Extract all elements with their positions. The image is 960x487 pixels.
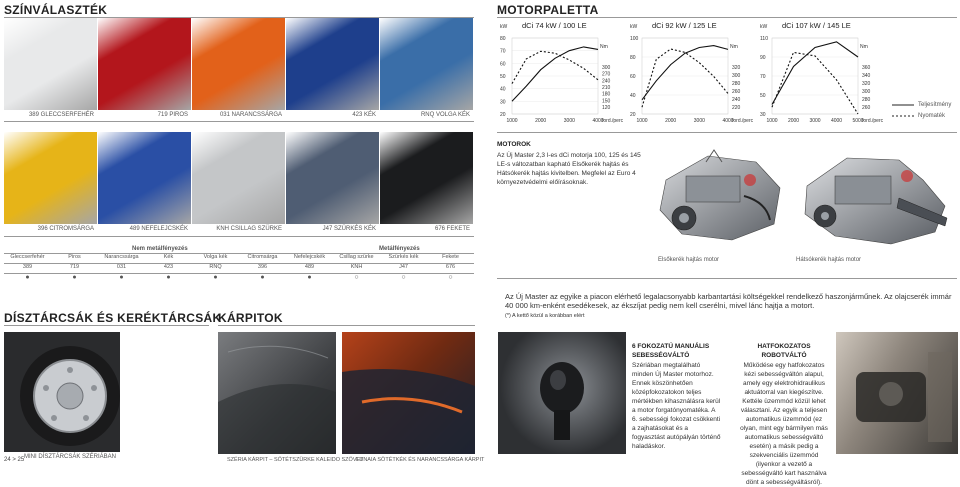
table-mark-cell: ● [25, 274, 30, 281]
legend-power: Teljesítmény [918, 102, 952, 108]
color-swatch-label: 396 CITROMSÁRGA [37, 226, 94, 232]
table-name-cell: Kék [163, 254, 174, 260]
chart-nm-tick: 280 [862, 97, 871, 103]
chart-y-tick: 90 [760, 55, 766, 61]
engines-row-rule [497, 132, 957, 133]
chart-x-unit: ford./perc [602, 118, 624, 124]
chart-nm-tick: 280 [732, 81, 741, 87]
table-mark-cell: ○ [354, 274, 359, 281]
color-swatch [380, 132, 473, 224]
color-swatch-label: KNH CSILLAG SZÜRKE [216, 226, 282, 232]
table-mark-cell: ● [213, 274, 218, 281]
color-swatch-label: RNQ VOLGA KÉK [420, 112, 470, 118]
chart-x-tick: 1000 [636, 118, 648, 124]
table-code-cell: J47 [399, 264, 408, 270]
color-swatch [4, 18, 97, 110]
chart-nm-tick: 320 [862, 81, 871, 87]
chart-nm-tick: 270 [602, 71, 611, 78]
table-code-cell: RNQ [209, 264, 222, 270]
chart-y-tick: 30 [500, 99, 506, 106]
chart-nm-label: Nm [860, 44, 868, 50]
chart-legend [890, 100, 956, 122]
motors-block [497, 140, 647, 187]
colors-row-rule [4, 121, 474, 122]
color-swatch [98, 18, 191, 110]
upholstery-orange-caption: FUNAIA SÖTÉTKÉK ÉS NARANCSSÁRGA KÁRPIT [356, 457, 485, 463]
table-code-cell: 489 [304, 264, 315, 270]
chart-nm-tick: 260 [732, 89, 741, 95]
chart-title: dCi 107 kW / 145 LE [782, 21, 851, 30]
chart-x-tick: 4000 [830, 118, 843, 124]
chart-nm-tick: 320 [732, 65, 741, 71]
chart-y-tick: 20 [500, 112, 506, 118]
upholstery-heading-rule [218, 325, 475, 326]
chart-nm-tick: 360 [862, 65, 871, 71]
chart-x-tick: 1000 [506, 118, 518, 124]
chart-nm-tick: 260 [862, 105, 871, 111]
robot-text: Működése egy hatfokozatos kézi sebességváltón alapul, amely egy elektrohidraulikus aktuátorral van kiegészítve. Kettéle üzemmód közül lehet választani. Az egyik a teljesen automatikus üzemmód (ez olyan, mint egy bármilyen más automatikus sebességváltó esetén) a másik pedig a szekvenciális üzemmód (ilyenkor a vezető a sebességváltó kart használva dönt a sebességváltásról). [740, 362, 828, 486]
table-code-cell: 719 [69, 264, 80, 270]
chart-x-tick: 3000 [693, 118, 705, 124]
chart-nm-tick: 240 [732, 97, 741, 103]
upholstery-orange-image [342, 332, 475, 454]
chart-x-tick: 4000 [722, 118, 734, 124]
table-mark-cell: ○ [401, 274, 406, 281]
engine-chart [628, 20, 756, 132]
chart-kw-label: kW [760, 24, 768, 30]
table-mark-cell: ● [307, 274, 312, 281]
power-curve [642, 46, 728, 100]
colors-heading: SZÍNVÁLASZTÉK [4, 3, 108, 17]
chart-kw-label: kW [500, 24, 508, 30]
service-top-rule [497, 278, 957, 279]
service-note: (*) A kettő közül a korábban elért [505, 313, 585, 319]
hubcaps-heading-rule [4, 325, 209, 326]
robot-gearbox-image [836, 332, 958, 454]
chart-x-tick: 2000 [787, 118, 800, 124]
robot-title: HATFOKOZATOS ROBOTVÁLTÓ [757, 343, 811, 359]
chart-nm-tick: 300 [862, 89, 871, 95]
chart-y-tick: 60 [500, 61, 506, 68]
color-swatch [192, 18, 285, 110]
table-code-cell: 389 [22, 264, 33, 270]
table-name-cell: Szürkés kék [388, 254, 419, 260]
chart-nm-tick: 300 [602, 65, 611, 71]
chart-title: dCi 92 kW / 125 LE [652, 21, 717, 30]
table-name-cell: Fekete [442, 254, 459, 260]
hubcaps-heading: DÍSZTÁRCSÁK ÉS KERÉKTÁRCSÁK [4, 311, 222, 325]
front-engine-caption: Elsőkerék hajtás motor [658, 257, 720, 263]
rear-engine-caption: Hátsókerék hajtás motor [796, 257, 862, 263]
table-mark-cell: ● [119, 274, 124, 281]
chart-x-unit: ford./perc [862, 118, 884, 124]
color-swatch [286, 132, 379, 224]
chart-nm-label: Nm [600, 44, 608, 50]
chart-x-tick: 3000 [809, 118, 821, 124]
service-text: Az Új Master az egyike a piacon elérhető legalacsonyabb karbantartási költségekkel rendelkező haszonjárműnek. Az olajcserék immár 40 000 km-enként esedékesek, az ékszíjat pedig nem kell cserélni, mivel lánc hajtja a motort. [505, 292, 952, 310]
chart-nm-label: Nm [730, 44, 738, 50]
table-code-cell: 396 [257, 264, 268, 270]
chart-x-tick: 1000 [766, 118, 778, 124]
chart-y-tick: 70 [760, 74, 766, 80]
chart-title: dCi 74 kW / 100 LE [522, 21, 587, 30]
chart-y-tick: 60 [630, 74, 636, 80]
chart-kw-label: kW [630, 24, 638, 30]
group-metal: Metálfényezés [379, 246, 420, 252]
hubcap-image [4, 332, 120, 452]
colors-row2-rule [4, 236, 474, 237]
upholstery-heading: KÁRPITOK [218, 311, 283, 325]
torque-curve [642, 49, 728, 107]
table-name-cell: Nefelejcskék [293, 254, 326, 260]
engines-heading: MOTORPALETTA [497, 3, 599, 17]
color-table [4, 242, 474, 288]
hubcap-caption: MINI DÍSZTÁRCSÁK SZÉRIÁBAN [24, 454, 117, 460]
chart-y-tick: 80 [500, 36, 506, 42]
table-name-cell: Volga kék [203, 254, 228, 260]
chart-y-tick: 20 [630, 112, 636, 118]
gearbox6-text: Szériában megtalálható minden Új Master motorhoz. Ennek köszönhetően középfokozatokon teljes mértékben kihasználásra kerül a motor forgatónyomatéka. A 6. sebességi fokozat csökkenti a zajhatásokat és a fogyasztást autópályán történő haladáskor. [632, 362, 721, 450]
color-swatch [4, 132, 97, 224]
chart-y-tick: 110 [760, 36, 768, 42]
chart-y-tick: 40 [630, 93, 636, 99]
table-name-cell: Piros [68, 254, 81, 260]
power-curve [512, 47, 598, 101]
chart-x-tick: 5000 [852, 118, 864, 124]
table-name-cell: Gleccserfehér [10, 254, 45, 260]
chart-nm-tick: 150 [602, 98, 611, 105]
chart-x-tick: 2000 [535, 118, 547, 124]
gearbox-image [498, 332, 626, 454]
table-mark-cell: ● [260, 274, 265, 281]
engine-chart [498, 20, 626, 132]
table-name-cell: Narancssárga [104, 254, 139, 260]
color-swatch [98, 132, 191, 224]
motors-text: Az Új Master 2,3 l-es dCi motorja 100, 125 és 145 LE-s változatban kapható Elsőkerék hajtás és Hátsókerék hajtás kivitelben. Megfelel az Euro 4 környezetvédelmi előírásoknak. [497, 152, 641, 186]
chart-nm-tick: 220 [732, 105, 741, 111]
color-swatch-label: 676 FEKETE [434, 226, 470, 232]
upholstery-grey-image [218, 332, 336, 454]
chart-y-tick: 50 [500, 74, 506, 80]
group-nonmetal: Nem metálfényezés [132, 246, 188, 252]
color-swatch [192, 132, 285, 224]
gearbox6-title: 6 FOKOZATÚ MANUÁLIS SEBESSÉGVÁLTÓ [632, 343, 710, 359]
chart-y-tick: 50 [760, 93, 766, 99]
color-swatch-label: 423 KÉK [352, 112, 376, 118]
color-swatch-label: J47 SZÜRKÉS KÉK [322, 226, 376, 232]
chart-nm-tick: 340 [862, 73, 871, 79]
chart-x-tick: 3000 [563, 118, 575, 124]
chart-y-tick: 100 [630, 36, 639, 42]
motors-heading: MOTOROK [497, 141, 531, 148]
chart-x-tick: 4000 [592, 118, 604, 124]
page-number: 24 > 25 [4, 457, 25, 463]
chart-nm-tick: 180 [602, 91, 611, 98]
chart-nm-tick: 240 [602, 78, 611, 85]
engine-chart [758, 20, 886, 132]
chart-y-tick: 40 [500, 86, 506, 93]
legend-torque: Nyomaték [918, 113, 946, 119]
chart-y-tick: 30 [760, 112, 766, 118]
table-mark-cell: ● [72, 274, 77, 281]
chart-y-tick: 70 [500, 48, 506, 55]
gearbox6-block [632, 342, 722, 451]
service-block [505, 292, 955, 321]
rear-engine-image [795, 136, 955, 254]
table-mark-cell: ○ [448, 274, 453, 281]
chart-x-tick: 2000 [665, 118, 677, 124]
chart-x-unit: ford./perc [732, 118, 754, 124]
robot-block [738, 342, 830, 487]
chart-nm-tick: 120 [602, 105, 611, 111]
color-swatch-label: 719 PIROS [157, 112, 188, 118]
table-code-cell: 676 [445, 264, 456, 270]
front-engine-image [648, 136, 790, 254]
table-code-cell: 031 [116, 264, 127, 270]
color-swatch-label: 489 NEFELEJCSKÉK [129, 226, 188, 232]
color-swatch-label: 031 NARANCSSÁRGA [219, 112, 282, 118]
table-mark-cell: ● [166, 274, 171, 281]
color-swatch-label: 389 GLECCSERFEHÉR [28, 112, 94, 118]
chart-nm-tick: 300 [732, 73, 741, 79]
table-name-cell: Citromsárga [247, 254, 278, 260]
table-code-cell: KNH [350, 264, 363, 270]
chart-nm-tick: 210 [602, 85, 611, 91]
table-code-cell: 423 [163, 264, 174, 270]
torque-curve [772, 52, 858, 114]
upholstery-grey-caption: SZÉRIA KÁRPIT – SÖTÉTSZÜRKE KALEIDO SZÖVET [227, 457, 364, 463]
chart-y-tick: 80 [630, 55, 636, 61]
color-swatch [380, 18, 473, 110]
engines-heading-rule [497, 17, 957, 18]
color-swatch [286, 18, 379, 110]
torque-curve [512, 51, 598, 83]
table-name-cell: Csillag szürke [339, 254, 374, 260]
